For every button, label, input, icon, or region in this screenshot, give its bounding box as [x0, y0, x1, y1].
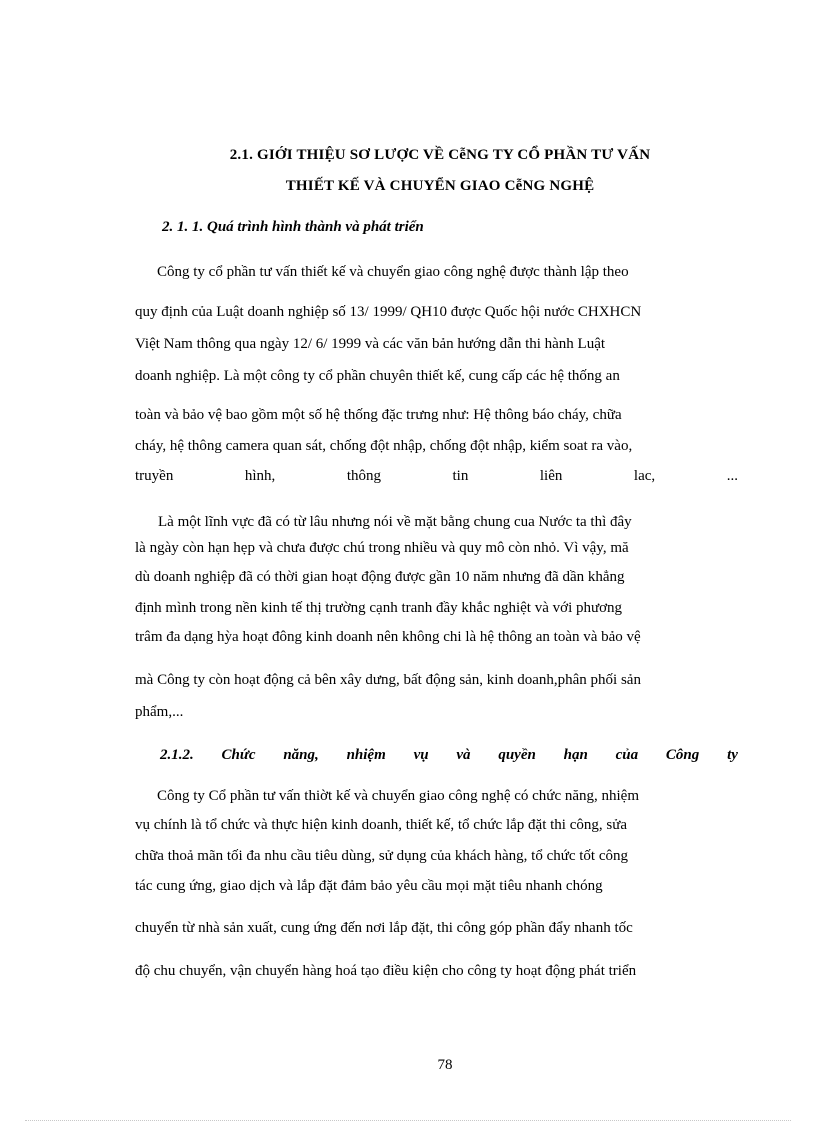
text-line: Công ty cổ phần tư vấn thiết kế và chuyển giao công nghệ được thành lập theo [157, 264, 629, 280]
title-word: Chức [221, 747, 256, 763]
text-line: trâm đa dạng hỳa hoạt đông kinh doanh nên không chi là hệ thông an toàn và bảo vệ [135, 629, 641, 645]
page-number: 78 [437, 1057, 453, 1073]
text-line: tác cung ứng, giao dịch và lắp đặt đảm bảo yêu cầu mọi mặt tiêu nhanh chóng [135, 878, 603, 894]
text-line: Công ty Cổ phần tư vấn thiờt kế và chuyển giao công nghệ có chức năng, nhiệm [157, 788, 639, 804]
text-line: chữa thoả mãn tối đa nhu cầu tiêu dùng, sử dụng của khách hàng, tổ chức tốt công [135, 848, 629, 864]
page-bottom-border [25, 1120, 791, 1121]
title-word: hạn [563, 747, 588, 763]
text-line: là ngày còn hạn hẹp và chưa được chú trong nhiều và quy mô còn nhỏ. Vì vậy, mă [135, 540, 629, 556]
text-line: chuyển từ nhà sản xuất, cung ứng đến nơi lắp đặt, thi công góp phần đẩy nhanh tốc [135, 920, 633, 936]
text-line: mà Công ty còn hoạt động cả bên xây dưng, bất động sản, kinh doanh,phân phối sản [135, 672, 641, 688]
title-word: vụ [413, 747, 429, 763]
word: ... [726, 468, 738, 484]
text-line-justified [135, 466, 738, 486]
text-line: doanh nghiệp. Là một công ty cổ phần chuyên thiết kế, cung cấp các hệ thống an [135, 368, 620, 384]
title-word: nhiệm [346, 747, 386, 763]
chapter-heading-line2: THIẾT KẾ VÀ CHUYỂN GIAO CễNG NGHỆ [285, 178, 595, 194]
title-word: ty [727, 747, 738, 763]
title-word: năng, [283, 747, 319, 763]
word: thông [346, 468, 381, 484]
word: lac, [633, 468, 656, 484]
text-line: định mình trong nền kinh tế thị trường cạnh tranh đầy khắc nghiệt và với phương [135, 600, 623, 616]
title-word: quyền [498, 747, 536, 763]
text-line: dù doanh nghiệp đã có thời gian hoạt động được gần 10 năm nhưng đã dần khẳng [135, 569, 625, 585]
word: truyền [135, 468, 174, 484]
title-word: của [615, 747, 639, 763]
text-line: độ chu chuyển, vận chuyển hàng hoá tạo điều kiện cho công ty hoạt động phát triển [135, 963, 637, 979]
title-word: 2.1.2. [160, 747, 194, 763]
text-line: Là một lĩnh vực đã có từ lâu nhưng nói về mặt bằng chung cua Nước ta thì đây [158, 514, 632, 530]
word: hình, [244, 468, 276, 484]
text-line: phẩm,... [135, 704, 184, 720]
word: liên [539, 468, 563, 484]
section-1-title: 2. 1. 1. Quá trình hình thành và phát triển [162, 219, 424, 235]
section-2-title [160, 745, 738, 765]
text-line: cháy, hệ thông camera quan sát, chống đột nhập, chống đột nhập, kiểm soat ra vào, [135, 438, 633, 454]
title-word: và [456, 747, 471, 763]
text-line: vụ chính là tổ chức và thực hiện kinh doanh, thiết kế, tổ chức lắp đặt thi công, sửa [135, 817, 627, 833]
chapter-heading-line1: 2.1. GIỚI THIỆU SƠ LƯỢC VỀ CễNG TY CỔ PHẦN TƯ VẤN [229, 147, 651, 163]
text-line: quy định của Luật doanh nghiệp số 13/ 1999/ QH10 được Quốc hội nước CHXHCN [135, 304, 642, 320]
text-line: Việt Nam thông qua ngày 12/ 6/ 1999 và các văn bản hướng dẫn thi hành Luật [135, 336, 606, 352]
title-word: Công [665, 747, 700, 763]
word: tin [452, 468, 469, 484]
text-line: toàn và bảo vệ bao gồm một số hệ thống đặc trưng như: Hệ thông báo cháy, chữa [135, 407, 622, 423]
